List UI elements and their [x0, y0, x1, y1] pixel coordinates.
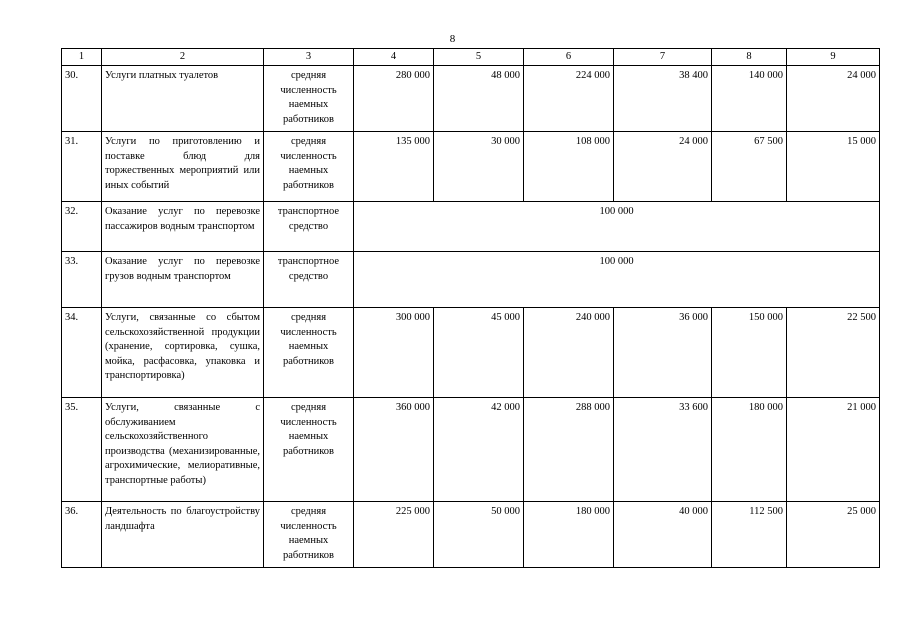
physical-indicator: средняя численность наемных работников [264, 502, 354, 568]
physical-indicator: средняя численность наемных работников [264, 66, 354, 132]
row-number: 34. [62, 308, 102, 398]
value-col-5: 48 000 [434, 66, 524, 132]
table-body [62, 49, 880, 568]
value-col-9: 21 000 [787, 398, 880, 502]
col-header-6: 6 [524, 49, 614, 66]
col-header-7: 7 [614, 49, 712, 66]
col-header-9: 9 [787, 49, 880, 66]
table-row [62, 202, 880, 252]
table-row [62, 252, 880, 308]
value-col-6: 224 000 [524, 66, 614, 132]
table-row [62, 502, 880, 568]
value-col-8: 67 500 [712, 132, 787, 202]
value-col-9: 25 000 [787, 502, 880, 568]
col-header-3: 3 [264, 49, 354, 66]
value-col-9: 24 000 [787, 66, 880, 132]
row-number: 36. [62, 502, 102, 568]
row-number: 32. [62, 202, 102, 252]
table-row [62, 308, 880, 398]
value-col-5: 42 000 [434, 398, 524, 502]
value-col-8: 180 000 [712, 398, 787, 502]
value-col-6: 240 000 [524, 308, 614, 398]
value-col-8: 112 500 [712, 502, 787, 568]
value-col-7: 33 600 [614, 398, 712, 502]
value-col-8: 150 000 [712, 308, 787, 398]
activity-name: Услуги по приготовлению и поставке блюд для торжественных мероприятий или иных событий [102, 132, 264, 202]
value-col-7: 38 400 [614, 66, 712, 132]
physical-indicator: средняя численность наемных работников [264, 132, 354, 202]
value-col-4: 225 000 [354, 502, 434, 568]
value-col-9: 22 500 [787, 308, 880, 398]
activity-name: Услуги платных туалетов [102, 66, 264, 132]
value-col-5: 45 000 [434, 308, 524, 398]
table-row [62, 398, 880, 502]
physical-indicator: транспортное средство [264, 202, 354, 252]
activity-name: Деятельность по благоустройству ландшафта [102, 502, 264, 568]
value-col-7: 36 000 [614, 308, 712, 398]
row-number: 35. [62, 398, 102, 502]
rates-table [61, 48, 880, 568]
page-number: 8 [449, 33, 456, 45]
value-col-6: 288 000 [524, 398, 614, 502]
value-col-6: 108 000 [524, 132, 614, 202]
activity-name: Оказание услуг по перевозке пассажиров водным транспортом [102, 202, 264, 252]
physical-indicator: средняя численность наемных работников [264, 308, 354, 398]
value-col-4: 280 000 [354, 66, 434, 132]
activity-name: Услуги, связанные с обслуживанием сельскохозяйственного производства (механизированные, агрохимические, мелиоративные, транспортные работы) [102, 398, 264, 502]
row-number: 33. [62, 252, 102, 308]
merged-value: 100 000 [354, 202, 880, 252]
value-col-8: 140 000 [712, 66, 787, 132]
activity-name: Оказание услуг по перевозке грузов водным транспортом [102, 252, 264, 308]
merged-value: 100 000 [354, 252, 880, 308]
physical-indicator: средняя численность наемных работников [264, 398, 354, 502]
row-number: 31. [62, 132, 102, 202]
value-col-4: 300 000 [354, 308, 434, 398]
value-col-9: 15 000 [787, 132, 880, 202]
row-number: 30. [62, 66, 102, 132]
table-row [62, 132, 880, 202]
col-header-5: 5 [434, 49, 524, 66]
value-col-6: 180 000 [524, 502, 614, 568]
col-header-1: 1 [62, 49, 102, 66]
col-header-8: 8 [712, 49, 787, 66]
value-col-7: 40 000 [614, 502, 712, 568]
header-row [62, 49, 880, 66]
value-col-4: 360 000 [354, 398, 434, 502]
value-col-5: 30 000 [434, 132, 524, 202]
value-col-5: 50 000 [434, 502, 524, 568]
physical-indicator: транспортное средство [264, 252, 354, 308]
value-col-4: 135 000 [354, 132, 434, 202]
col-header-2: 2 [102, 49, 264, 66]
table-row [62, 66, 880, 132]
col-header-4: 4 [354, 49, 434, 66]
value-col-7: 24 000 [614, 132, 712, 202]
activity-name: Услуги, связанные со сбытом сельскохозяйственной продукции (хранение, сортировка, сушка, мойка, расфасовка, упаковка и транспортировка) [102, 308, 264, 398]
